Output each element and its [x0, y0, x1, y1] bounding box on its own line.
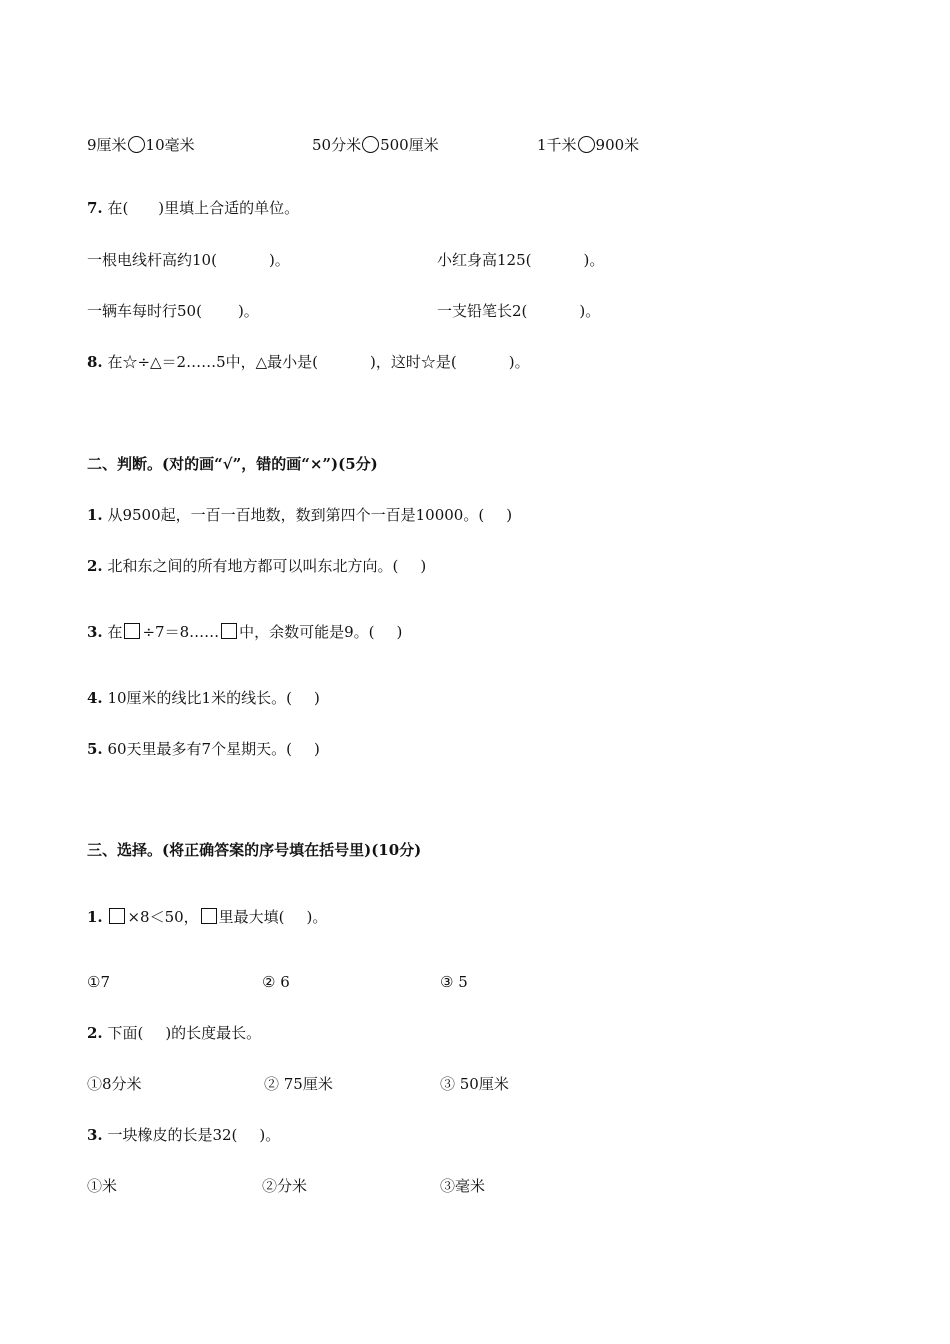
compare-circle[interactable]	[128, 136, 145, 153]
choice-2-option-c[interactable]: ③ 50厘米	[440, 1075, 509, 1093]
question-8: 8. 在☆÷△＝2……5中，△最小是( )，这时☆是( )。	[87, 353, 530, 371]
choice-2-option-a[interactable]: ①8分米	[87, 1075, 142, 1093]
square-blank[interactable]	[124, 623, 140, 639]
compare-circle[interactable]	[578, 136, 595, 153]
judge-question-5: 5. 60天里最多有7个星期天。( )	[87, 740, 320, 758]
choice-question-1: 1. ×8＜50， 里最大填( )。	[87, 908, 328, 926]
choice-2-option-b[interactable]: ② 75厘米	[264, 1075, 333, 1093]
square-blank[interactable]	[109, 908, 125, 924]
compare-item-1: 9厘米 10毫米	[87, 136, 195, 154]
choice-1-option-b[interactable]: ② 6	[262, 973, 290, 991]
judge-question-2: 2. 北和东之间的所有地方都可以叫东北方向。( )	[87, 557, 427, 575]
section-3-title: 三、选择。(将正确答案的序号填在括号里)(10分)	[87, 841, 422, 859]
judge-question-3: 3. 在 ÷7＝8…… 中，余数可能是9。( )	[87, 623, 403, 641]
question-7: 7. 在( )里填上合适的单位。	[87, 199, 300, 217]
choice-question-3: 3. 一块橡皮的长是32( )。	[87, 1126, 281, 1144]
choice-3-option-a[interactable]: ①米	[87, 1177, 118, 1195]
compare-item-3: 1千米 900米	[537, 136, 640, 154]
compare-circle[interactable]	[362, 136, 379, 153]
choice-1-option-a[interactable]: ①7	[87, 973, 110, 991]
question-7-a: 一根电线杆高约10( )。	[87, 251, 290, 269]
choice-1-option-c[interactable]: ③ 5	[440, 973, 468, 991]
choice-question-2: 2. 下面( )的长度最长。	[87, 1024, 262, 1042]
compare-item-2: 50分米 500厘米	[312, 136, 439, 154]
judge-question-4: 4. 10厘米的线比1米的线长。( )	[87, 689, 320, 707]
square-blank[interactable]	[221, 623, 237, 639]
question-7-b: 小红身高125( )。	[437, 251, 605, 269]
judge-question-1: 1. 从9500起，一百一百地数，数到第四个一百是10000。( )	[87, 506, 513, 524]
choice-3-option-c[interactable]: ③毫米	[440, 1177, 486, 1195]
choice-3-option-b[interactable]: ②分米	[262, 1177, 308, 1195]
question-7-c: 一辆车每时行50( )。	[87, 302, 259, 320]
section-2-title: 二、判断。(对的画“√”，错的画“×”)(5分)	[87, 455, 378, 473]
square-blank[interactable]	[201, 908, 217, 924]
question-7-d: 一支铅笔长2( )。	[437, 302, 601, 320]
